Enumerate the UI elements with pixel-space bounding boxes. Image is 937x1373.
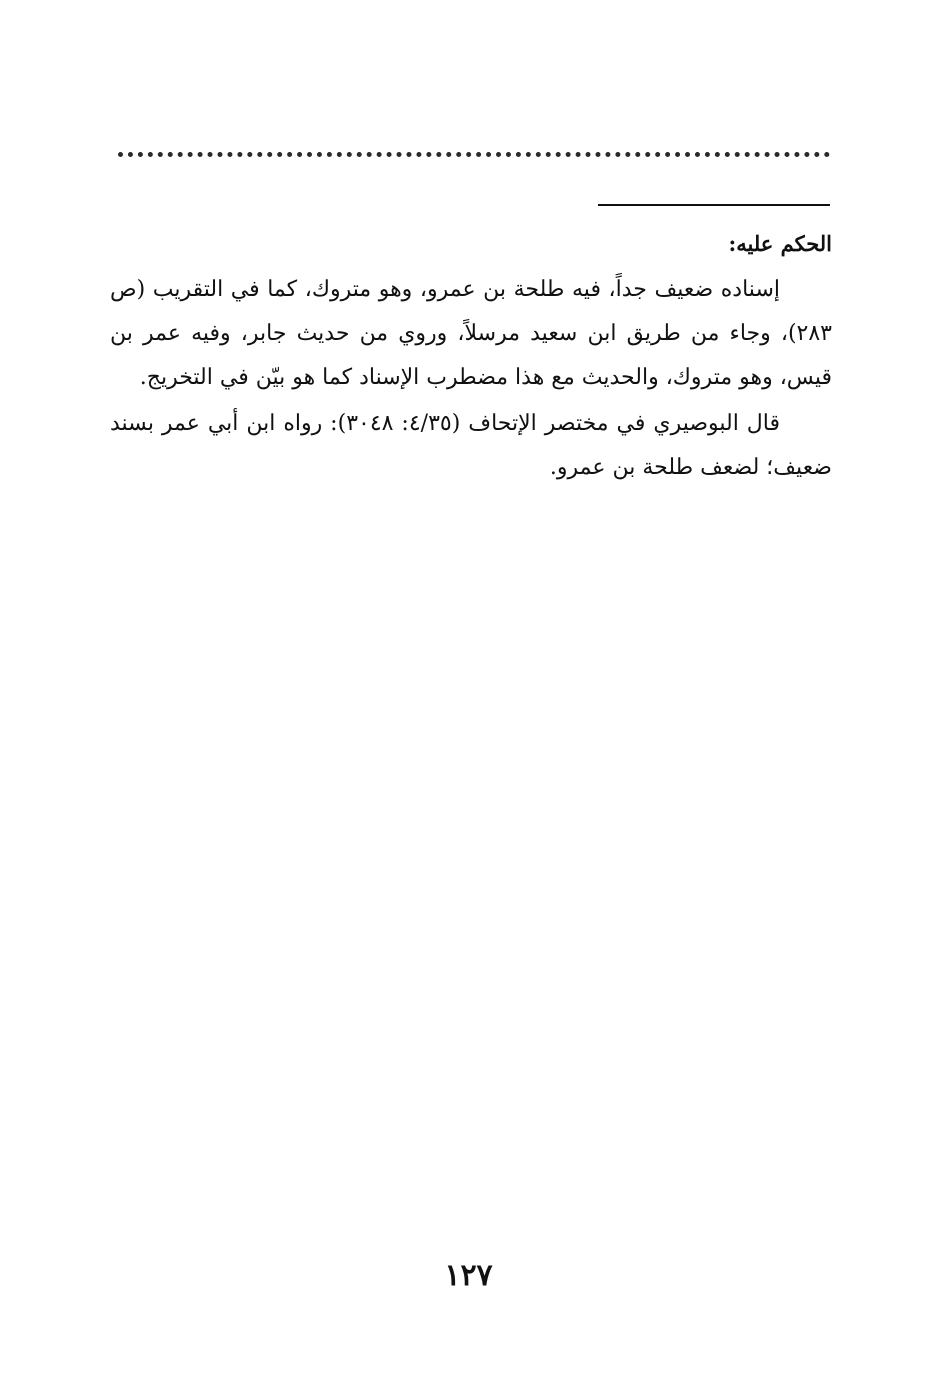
paragraph: قال البوصيري في مختصر الإتحاف (٤/٣٥: ٣٠٤٨): رواه ابن أبي عمر بسند ضعيف؛ لضعف طلحة بن عمرو. [110, 411, 832, 480]
page-number: ١٢٧ [444, 1258, 493, 1293]
section-rule [598, 204, 830, 206]
paragraph: إسناده ضعيف جداً، فيه طلحة بن عمرو، وهو متروك، كما في التقريب (ص ٢٨٣)، وجاء من طريق ابن سعيد مرسلاً، وروي من حديث جابر، وفيه عمر بن قيس، وهو متروك، والحديث مع هذا مضطرب الإسناد كما هو بيّن في التخريج. [110, 277, 832, 390]
dotted-separator [118, 152, 830, 157]
page-body [110, 224, 832, 492]
section-heading: الحكم عليه: [728, 231, 832, 256]
